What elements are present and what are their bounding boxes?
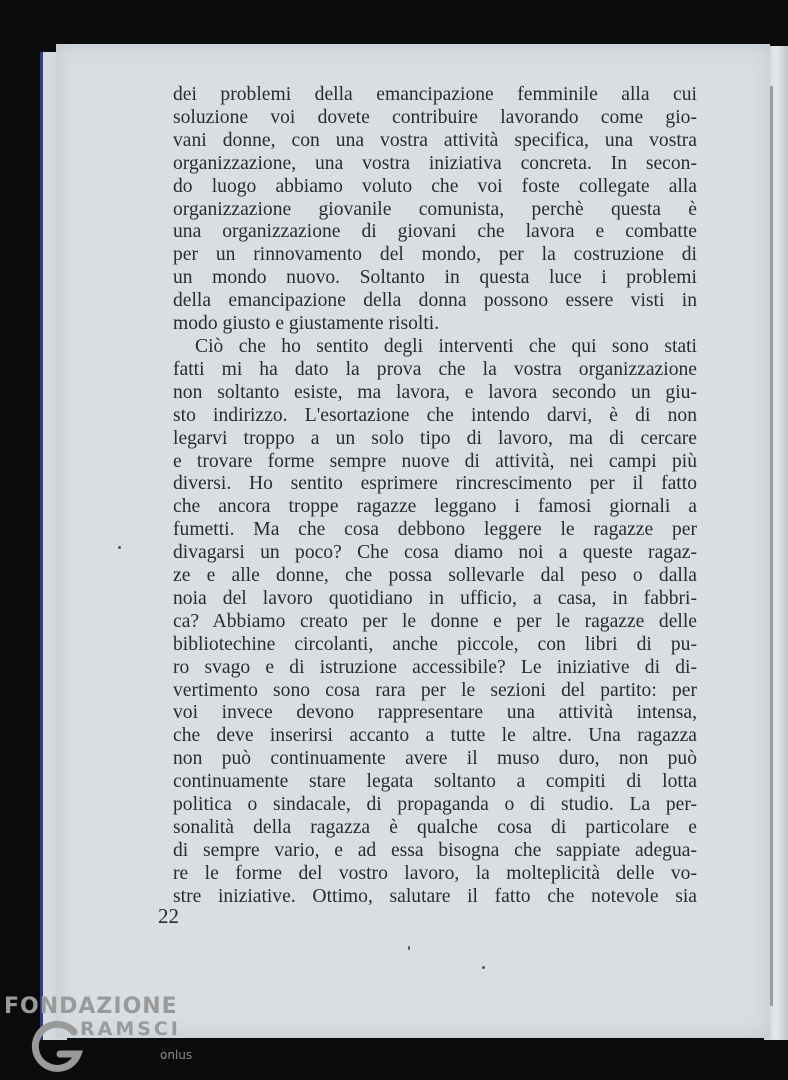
text-line: non soltanto esiste, ma lavora, e lavora secondo un giu- [173,381,697,403]
text-line: modo giusto e giustamente risolti. [173,313,440,335]
text-line: ca? Abbiamo creato per le donne e per le ragazze delle [173,610,697,632]
watermark-onlus: onlus [160,1048,193,1062]
text-line: voi invece devono rappresentare una attività intensa, [173,702,697,724]
text-line: politica o sindacale, di propaganda o di studio. La per- [173,794,697,816]
text-line: ze e alle donne, che possa sollevarle dal peso o dalla [173,565,697,587]
paper-speck [408,946,410,950]
g-logo-icon [30,1020,86,1076]
text-line: vani donne, con una vostra attività specifica, una vostra [173,129,697,151]
text-line: sonalità della ragazza è qualche cosa di particolare e [173,817,697,838]
text-line: noia del lavoro quotidiano in ufficio, a casa, in fabbri- [173,587,697,609]
watermark-title: FONDAZIONE [4,994,178,1019]
text-line: vertimento sono cosa rara per le sezioni del partito: per [173,679,697,701]
text-line: di sempre vario, e ad essa bisogna che sappiate adegua- [173,839,697,861]
book-page [56,44,770,1038]
body-text [173,84,697,909]
paper-speck [118,546,121,549]
text-line: Ciò che ho sentito degli interventi che qui sono stati [195,335,697,357]
archive-watermark [4,992,204,1080]
text-line: do luogo abbiamo voluto che voi foste collegate alla [173,175,697,197]
page-number: 22 [158,904,179,928]
text-line: non può continuamente avere il muso duro, non può [173,748,697,770]
text-line: sto indirizzo. L'esortazione che intendo darvi, è di non [173,404,697,426]
text-line: per un rinnovamento del mondo, per la costruzione di [173,244,697,266]
text-line: stre iniziative. Ottimo, salutare il fatto che notevole sia [173,885,697,907]
watermark-subtitle: RAMSCI [80,1018,181,1040]
text-line: un mondo nuovo. Soltanto in questa luce i problemi [173,267,697,289]
paper-speck [482,966,485,969]
text-line: che deve inserirsi accanto a tutte le altre. Una ragazza [173,725,697,747]
text-line: ro svago e di istruzione accessibile? Le iniziative di di- [173,656,697,678]
text-line: fumetti. Ma che cosa debbono leggere le ragazze per [173,519,697,541]
text-line: che ancora troppe ragazze leggano i famosi giornali a [173,496,697,518]
text-line: e trovare forme sempre nuove di attività, nei campi più [173,450,697,472]
text-line: dei problemi della emancipazione femminile alla cui [173,84,697,105]
text-line: diversi. Ho sentito esprimere rincrescimento per il fatto [173,473,697,495]
text-line: legarvi troppo a un solo tipo di lavoro, ma di cercare [173,427,697,449]
text-line: organizzazione giovanile comunista, perchè questa è [173,198,697,220]
text-line: continuamente stare legata soltanto a compiti di lotta [173,771,697,793]
text-line: organizzazione, una vostra iniziativa concreta. In secon- [173,152,697,174]
text-line: una organizzazione di giovani che lavora e combatte [173,221,697,243]
text-line: della emancipazione della donna possono essere visti in [173,290,697,312]
text-line: bibliotechine circolanti, anche piccole, con libri di pu- [173,633,697,655]
text-line: divagarsi un poco? Che cosa diamo noi a queste ragaz- [173,542,697,564]
text-line: re le forme del vostro lavoro, la molteplicità delle vo- [173,862,697,884]
text-line: fatti mi ha dato la prova che la vostra organizzazione [173,358,697,380]
text-line: soluzione voi dovete contribuire lavorando come gio- [173,106,697,128]
